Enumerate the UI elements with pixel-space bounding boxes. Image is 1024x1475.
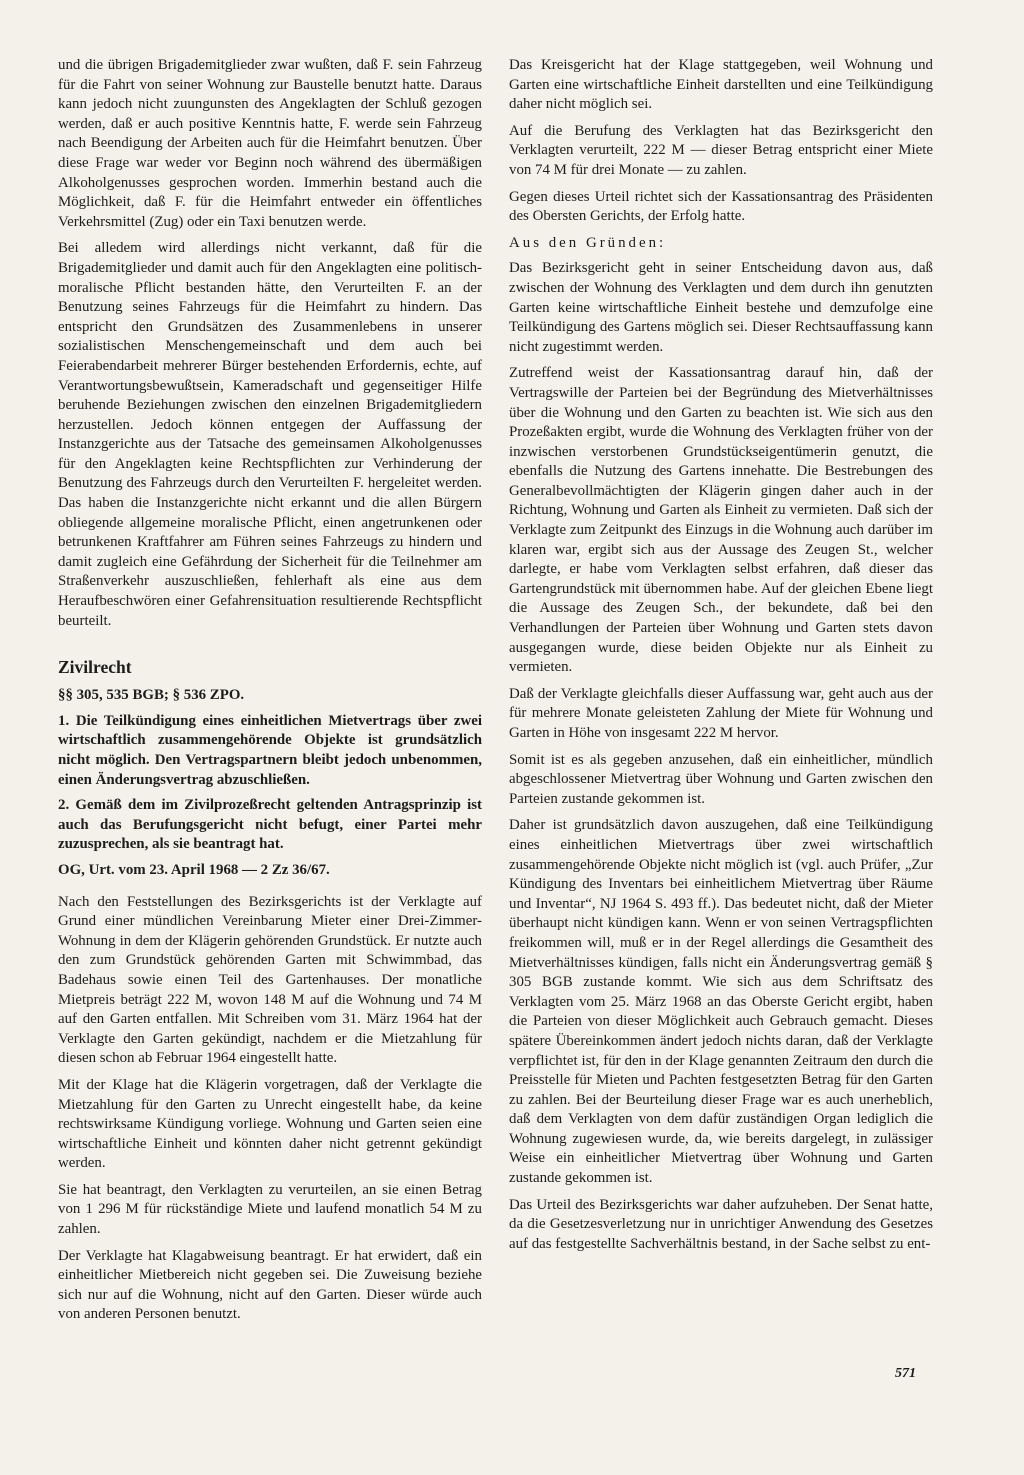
paragraph: Bei alledem wird allerdings nicht verkannt, daß für die Brigademitglieder und damit auch für den Angeklagten eine politisch-moralische Pflicht bestanden hätte, den Verurteilten F. an der Benutzung seines Fahrzeugs für die Heimfahrt zu hindern. Das entspricht den Grundsätzen des Zusammenlebens in unserer sozialistischen Menschengemeinschaft und dem auch bei Feierabendarbeit mehrerer Bürger bestehenden Erfordernis, echte, auf Verantwortungsbewußtsein, Kameradschaft und gegenseitiger Hilfe beruhende Beziehungen zwischen den einzelnen Brigademitgliedern herzustellen. Jedoch können entgegen der Auffassung der Instanzgerichte aus der Tatsache des gemeinsamen Alkoholgenusses für den Angeklagten keine Rechtspflichten zur Verhinderung der Benutzung des Fahrzeugs durch den Verurteilten F. hergeleitet werden. Das haben die Instanzgerichte nicht erkannt und die allen Bürgern obliegende allgemeine moralische Pflicht, einen angetrunkenen oder betrunkenen Kraftfahrer am Führen seines Fahrzeugs zu hindern und damit zugleich eine Gefährdung der Sicherheit für die Teilnehmer am Straßenverkehr auszuschließen, fehlerhaft als eine aus dem Heraufbeschwören einer Gefahrensituation resultierende Rechtspflicht beurteilt. <box>58 240 482 629</box>
paragraph: und die übrigen Brigademitglieder zwar wußten, daß F. sein Fahrzeug für die Fahrt von seiner Wohnung zur Baustelle benutzt hatte. Daraus kann jedoch nicht zuungunsten des Angeklagten der Schluß gezogen werden, daß er auch positive Kenntnis hatte, F. werde sein Fahrzeug nach Beendigung der Arbeiten auch für die Heimfahrt benutzen. Über diese Frage war weder vor Beginn noch während des übermäßigen Alkoholgenusses gesprochen worden. Immerhin bestand auch die Möglichkeit, daß F. für die Heimfahrt entweder ein öffentliches Verkehrsmittel (Zug) oder ein Taxi benutzen werde. <box>58 57 482 230</box>
legal-reference: §§ 305, 535 BGB; § 536 ZPO. <box>58 687 245 704</box>
headnote: 2. Gemäß dem im Zivilprozeßrecht geltenden Antragsprinzip ist auch das Berufungsgericht nicht befugt, einer Partei mehr zuzusprechen, als sie beantragt hat. <box>58 797 482 853</box>
page-number: 571 <box>895 1366 916 1381</box>
paragraph: Mit der Klage hat die Klägerin vorgetragen, daß der Verklagte die Mietzahlung für den Garten zu Unrecht eingestellt habe, da keine rechtswirksame Kündigung vorliege. Wohnung und Garten seien eine wirtschaftliche Einheit und könnten daher nicht getrennt gekündigt werden. <box>58 1076 482 1172</box>
paragraph: Das Kreisgericht hat der Klage stattgegeben, weil Wohnung und Garten eine wirtschaftliche Einheit darstellten und eine Teilkündigung daher nicht möglich sei. <box>509 57 933 113</box>
headnote: 1. Die Teilkündigung eines einheitlichen Mietvertrags über zwei wirtschaftlich zusammengehörende Objekte ist grundsätzlich nicht möglich. Den Vertragspartnern bleibt jedoch unbenommen, einen Änderungsvertrag abzuschließen. <box>58 712 482 788</box>
paragraph: Daher ist grundsätzlich davon auszugehen, daß eine Teilkündigung eines einheitlichen Mietvertrags über zwei wirtschaftlich zusammengehörende Objekte nicht möglich ist (vgl. auch Prüfer, „Zur Kündigung des Inventars bei einheitlichem Mietvertrag über Räume und Inventar“, NJ 1964 S. 493 ff.). Das bedeutet nicht, daß der Mieter überhaupt nicht kündigen kann. Wenn er von seinen Vertragspflichten freikommen will, muß er in der Regel allerdings die Gesamtheit des Mietverhältnisses kündigen, falls nicht ein Änderungsvertrag gemäß § 305 BGB zustande kommt. Wie sich aus dem Schriftsatz des Verklagten vom 25. März 1968 an das Oberste Gericht ergibt, haben die Parteien von dieser Möglichkeit auch Gebrauch gemacht. Dieses spätere Übereinkommen ändert jedoch nichts daran, daß der Verklagte verpflichtet ist, für den in der Klage genannten Zeitraum den durch die Preisstelle für Mieten und Pachten festgesetzten Betrag für den Garten zu zahlen. Bei der Beurteilung dieser Frage war es auch unerheblich, daß dem Verklagten von dem dafür zuständigen Organ lediglich die Wohnung zugewiesen wurde, da, wie bereits dargelegt, in zulässiger Weise ein einheitlicher Mietvertrag über Wohnung und Garten zustande gekommen ist. <box>509 817 933 1187</box>
paragraph: Der Verklagte hat Klagabweisung beantragt. Er hat erwidert, daß ein einheitlicher Mietbereich nicht gegeben sei. Die Zuweisung beziehe sich nur auf die Wohnung, nicht auf den Garten. Dieser würde auch von anderen Personen benutzt. <box>58 1247 482 1323</box>
right-column <box>509 56 933 1261</box>
left-column <box>58 56 482 1332</box>
paragraph: Zutreffend weist der Kassationsantrag darauf hin, daß der Vertragswille der Parteien bei der Begründung des Mietverhältnisses über die Wohnung und den Garten zu beachten ist. Wie sich aus den Prozeßakten ergibt, wurde die Wohnung des Verklagten früher von der inzwischen verstorbenen Grundstückseigentümerin genutzt, die ebenfalls die Nutzung des Gartens innehatte. Die Bestrebungen des Generalbevollmächtigten der Klägerin gingen daher auch in der Richtung, Wohnung und Garten als Einheit zu vermieten. Daß sich der Verklagte zum Zeitpunkt des Einzugs in die Wohnung auch darüber im klaren war, ergibt sich aus der Aussage des Zeugen St., welcher darlegte, er habe vom Verklagten selbst erfahren, daß dieser das Gartengrundstück mit übernommen habe. Auf der gleichen Ebene liegt die Aussage des Zeugen Sch., der bekundete, daß bei den Verhandlungen der Parteien über Wohnung und Garten stets davon ausgegangen wurde, diese beiden Objekte nur als Einheit zu vermieten. <box>509 365 933 676</box>
section-heading: Zivilrecht <box>58 657 132 678</box>
subheading: Aus den Gründen: <box>509 234 667 251</box>
case-citation: OG, Urt. vom 23. April 1968 — 2 Zz 36/67. <box>58 861 330 878</box>
paragraph: Nach den Feststellungen des Bezirksgerichts ist der Verklagte auf Grund einer mündlichen Vereinbarung Mieter einer Drei-Zimmer-Wohnung in dem der Klägerin gehörenden Grundstück. Er nutzte auch den zum Grundstück gehörenden Garten mit Schwimmbad, das Badehaus sowie einen Teil des Gartenhauses. Der monatliche Mietpreis beträgt 222 M, wovon 148 M auf die Wohnung und 74 M auf den Garten entfallen. Mit Schreiben vom 31. März 1964 hat der Verklagte den Garten gekündigt, nachdem er die Mietzahlung für diesen schon ab Februar 1964 eingestellt hatte. <box>58 893 482 1067</box>
paragraph: Daß der Verklagte gleichfalls dieser Auffassung war, geht auch aus der für mehrere Monate geleisteten Zahlung der Miete für Wohnung und Garten in Höhe von insgesamt 222 M hervor. <box>509 685 933 741</box>
paragraph: Auf die Berufung des Verklagten hat das Bezirksgericht den Verklagten verurteilt, 222 M — dieser Betrag entspricht einer Miete von 74 M für drei Monate — zu zahlen. <box>509 122 933 178</box>
paragraph: Das Bezirksgericht geht in seiner Entscheidung davon aus, daß zwischen der Wohnung des Verklagten und dem durch ihn genutzten Garten keine wirtschaftliche Einheit bestehe und demzufolge eine Teilkündigung des Gartens möglich sei. Dieser Rechtsauffassung kann nicht zugestimmt werden. <box>509 260 933 355</box>
paragraph: Gegen dieses Urteil richtet sich der Kassationsantrag des Präsidenten des Obersten Gerichts, der Erfolg hatte. <box>509 188 933 225</box>
paragraph: Das Urteil des Bezirksgerichts war daher aufzuheben. Der Senat hatte, da die Gesetzesverletzung nur in unrichtiger Anwendung des Gesetzes auf das festgestellte Sachverhältnis bestand, in der Sache selbst zu ent- <box>509 1196 933 1252</box>
paragraph: Somit ist es als gegeben anzusehen, daß ein einheitlicher, mündlich abgeschlossener Mietvertrag über Wohnung und Garten zwischen den Parteien zustande gekommen ist. <box>509 751 933 807</box>
paragraph: Sie hat beantragt, den Verklagten zu verurteilen, an sie einen Betrag von 1 296 M für rückständige Miete und laufend monatlich 54 M zu zahlen. <box>58 1181 482 1238</box>
